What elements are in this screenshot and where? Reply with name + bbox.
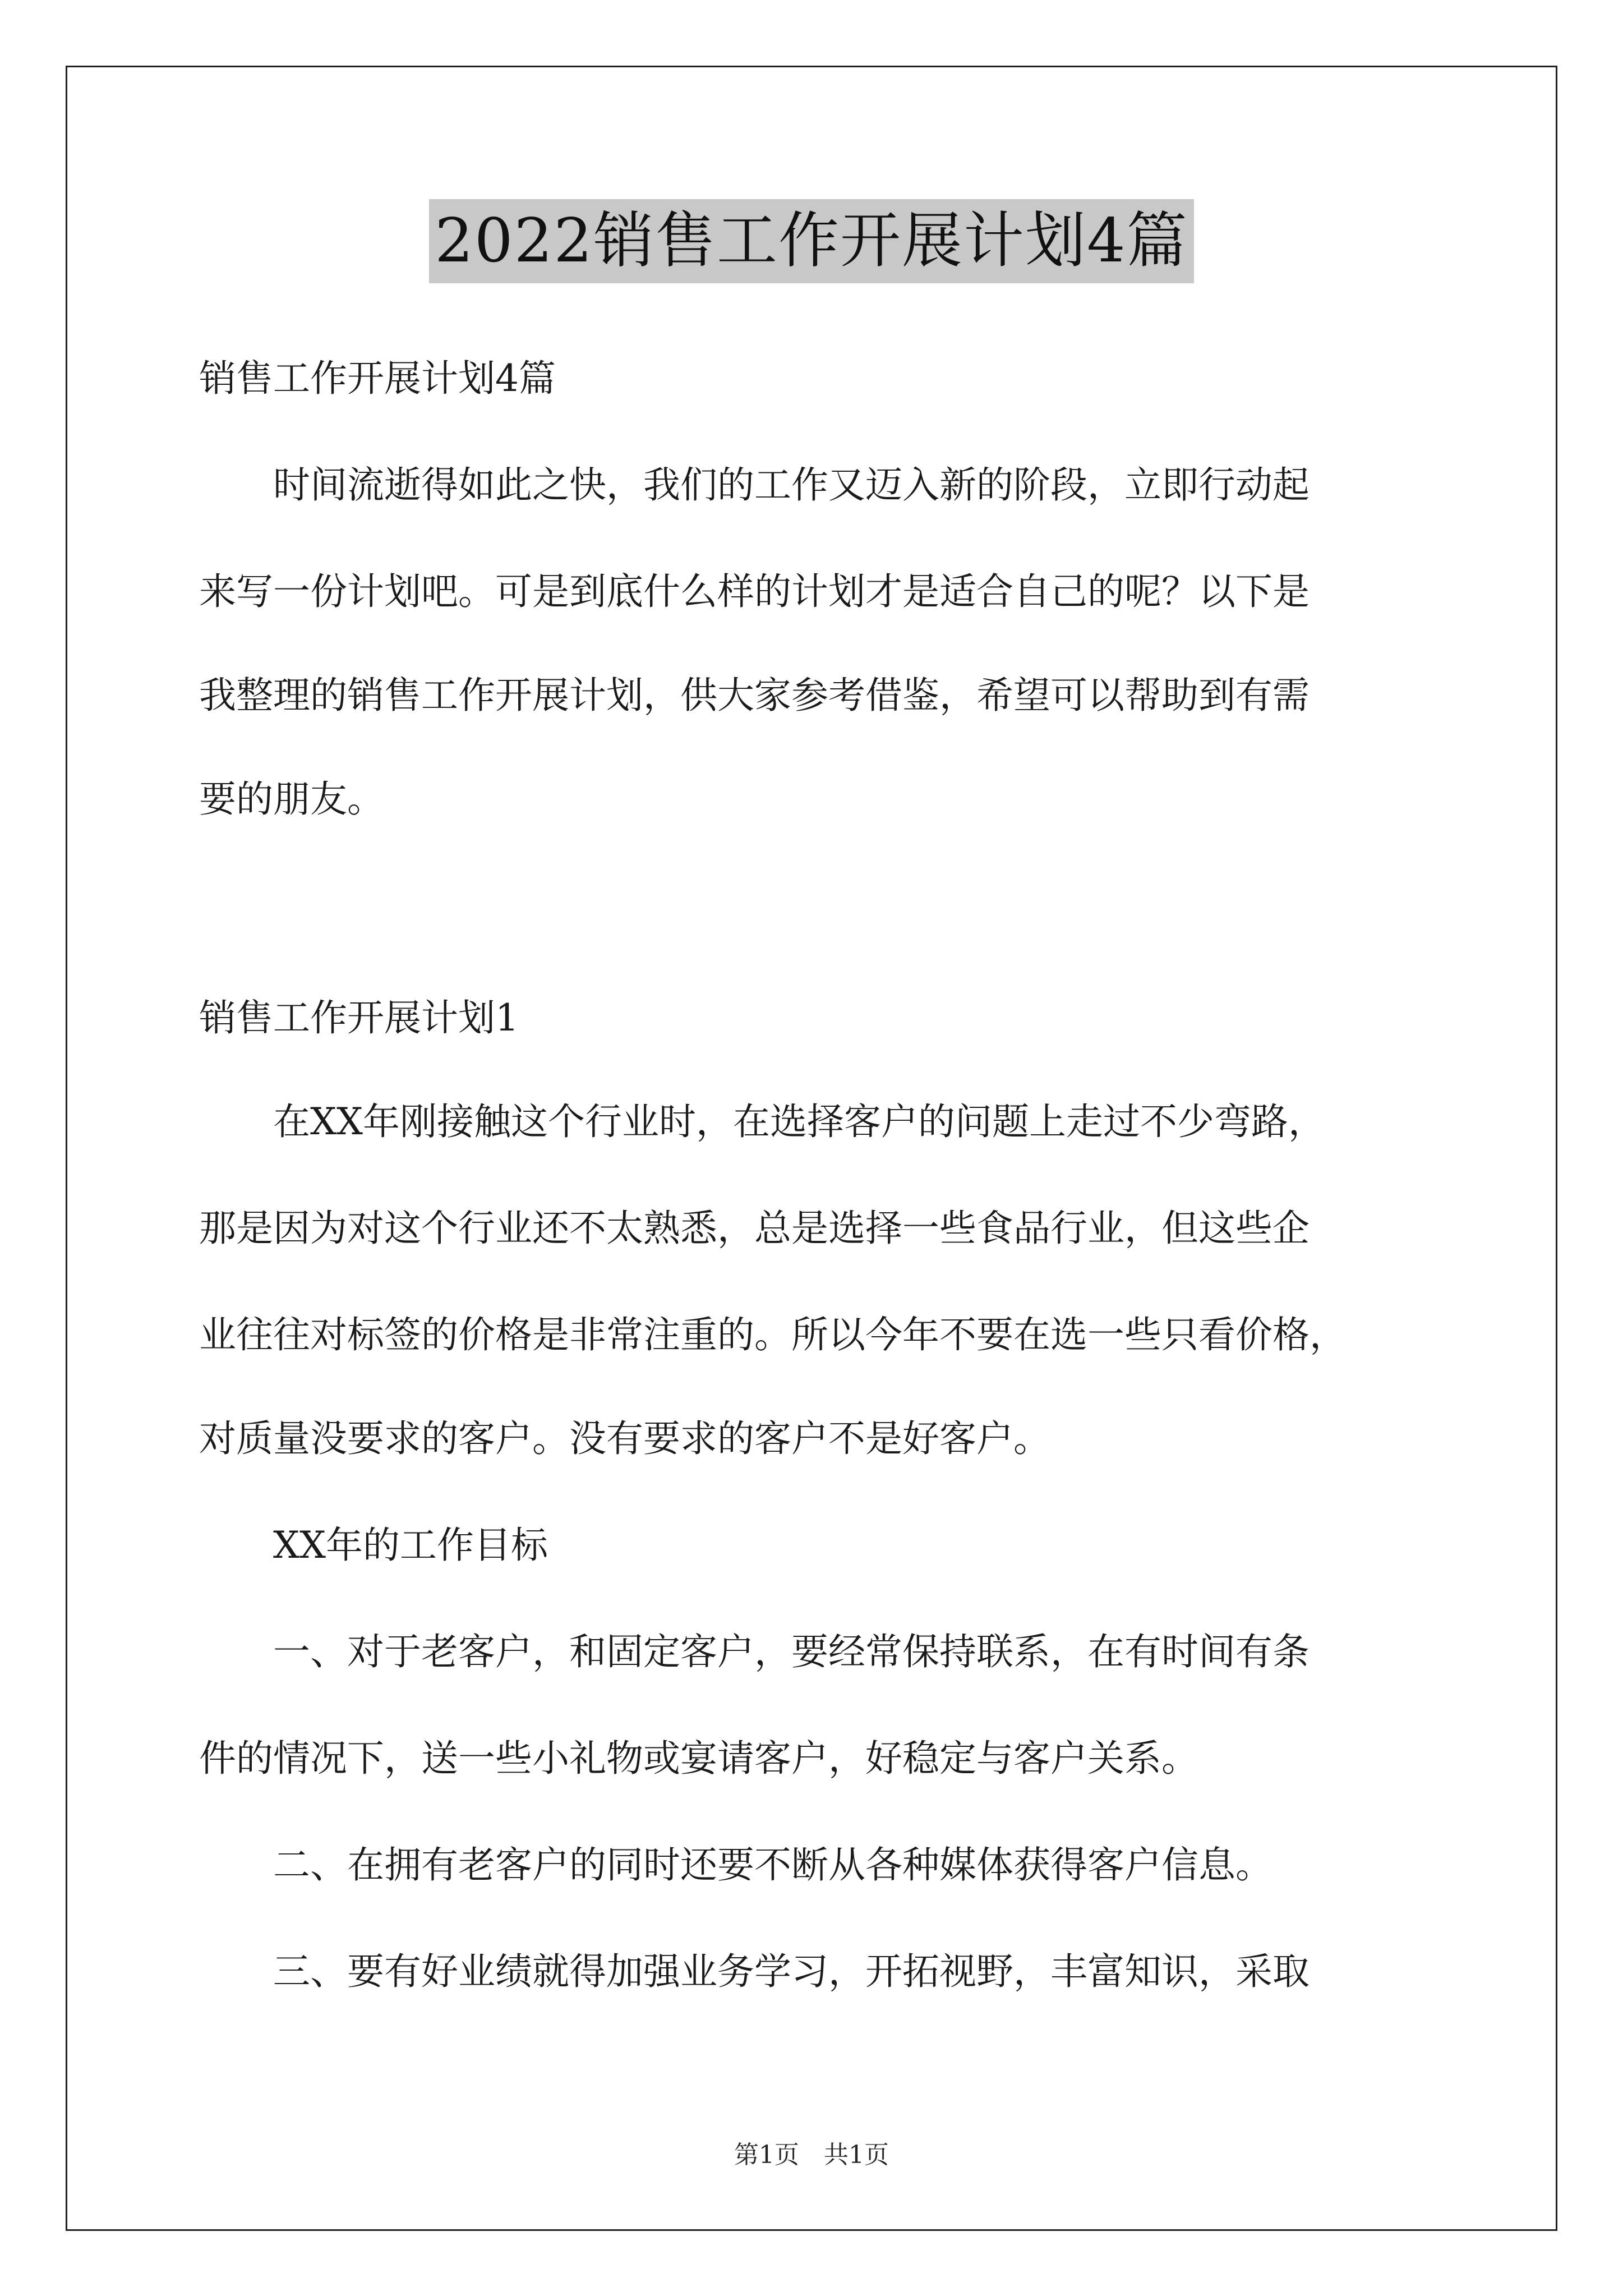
body-line: 件的情况下，送一些小礼物或宴请客户，好稳定与客户关系。 xyxy=(199,1737,1198,1780)
body-line: 业往往对标签的价格是非常注重的。所以今年不要在选一些只看价格， xyxy=(199,1313,1347,1356)
body-line: 二、在拥有老客户的同时还要不断从各种媒体获得客户信息。 xyxy=(199,1843,1272,1887)
body-line: 来写一份计划吧。可是到底什么样的计划才是适合自己的呢？以下是 xyxy=(199,570,1310,613)
body-line: 三、要有好业绩就得加强业务学习，开拓视野，丰富知识，采取 xyxy=(199,1950,1310,1993)
body-line: 对质量没要求的客户。没有要求的客户不是好客户。 xyxy=(199,1417,1050,1460)
body-line: 时间流逝得如此之快，我们的工作又迈入新的阶段，立即行动起 xyxy=(199,463,1310,507)
page-footer: 第1页 共1页 xyxy=(734,2141,889,2169)
body-line: XX年的工作目标 xyxy=(199,1524,548,1567)
body-line: 那是因为对这个行业还不太熟悉，总是选择一些食品行业，但这些企 xyxy=(199,1207,1310,1250)
body-line: 我整理的销售工作开展计划，供大家参考借鉴，希望可以帮助到有需 xyxy=(199,674,1310,717)
document-title: 2022销售工作开展计划4篇 xyxy=(429,199,1194,283)
body-line: 要的朋友。 xyxy=(199,777,384,821)
body-line: 一、对于老客户，和固定客户，要经常保持联系，在有时间有条 xyxy=(199,1630,1310,1673)
section-heading: 销售工作开展计划1 xyxy=(199,996,519,1039)
body-line: 在XX年刚接触这个行业时，在选择客户的问题上走过不少弯路， xyxy=(199,1100,1325,1143)
title-container xyxy=(0,199,1623,283)
body-line: 销售工作开展计划4篇 xyxy=(199,357,556,400)
